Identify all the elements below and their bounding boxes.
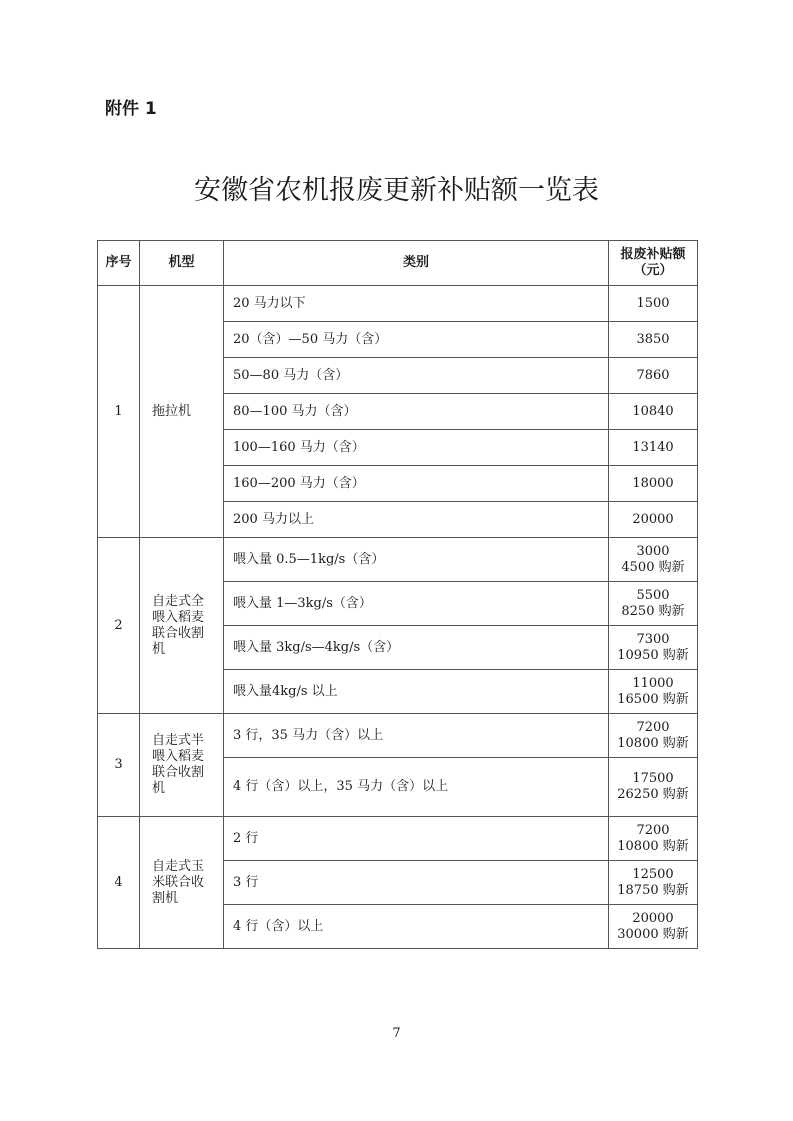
- amount-new-value: 18750 购新: [617, 882, 689, 898]
- table-header-row: [98, 241, 698, 286]
- page-title: 安徽省农机报废更新补贴额一览表: [194, 175, 599, 206]
- header-no: 序号: [98, 241, 140, 286]
- row-amount: [609, 582, 698, 626]
- row-category: 50—80 马力（含）: [224, 358, 609, 394]
- header-type: 机型: [140, 241, 224, 286]
- amount-new-value: 10800 购新: [617, 838, 689, 854]
- amount-value: 20000: [632, 511, 674, 527]
- row-category: 80—100 马力（含）: [224, 394, 609, 430]
- row-no: 2: [98, 538, 140, 714]
- amount-value: 7860: [636, 367, 670, 383]
- row-amount: [609, 538, 698, 582]
- amount-value: 3000: [636, 543, 670, 559]
- row-amount: [609, 714, 698, 758]
- row-category: 100—160 马力（含）: [224, 430, 609, 466]
- row-category: 喂入量 1—3kg/s（含）: [224, 582, 609, 626]
- row-category: 喂入量 3kg/s—4kg/s（含）: [224, 626, 609, 670]
- row-amount: [609, 322, 698, 358]
- amount-value: 7300: [636, 631, 670, 647]
- row-amount: [609, 394, 698, 430]
- row-amount: [609, 817, 698, 861]
- row-category: 喂入量 0.5—1kg/s（含）: [224, 538, 609, 582]
- header-amount-line1: 报废补贴额: [620, 247, 686, 262]
- row-type: 自走式全喂入稻麦联合收割机: [140, 538, 224, 714]
- row-no: 3: [98, 714, 140, 817]
- amount-value: 18000: [632, 475, 674, 491]
- amount-value: 1500: [636, 295, 670, 311]
- row-category: 4 行（含）以上: [224, 905, 609, 949]
- amount-value: 7200: [636, 719, 670, 735]
- row-amount: [609, 466, 698, 502]
- row-type: 自走式玉米联合收割机: [140, 817, 224, 949]
- amount-value: 3850: [636, 331, 670, 347]
- amount-value: 10840: [632, 403, 674, 419]
- row-amount: [609, 502, 698, 538]
- row-amount: [609, 670, 698, 714]
- amount-new-value: 4500 购新: [621, 559, 685, 575]
- table-row: [98, 538, 698, 582]
- amount-new-value: 16500 购新: [617, 691, 689, 707]
- row-category: 2 行: [224, 817, 609, 861]
- row-amount: [609, 905, 698, 949]
- amount-new-value: 26250 购新: [617, 787, 689, 802]
- amount-value: 12500: [632, 866, 674, 882]
- attachment-label: 附件 1: [105, 99, 157, 119]
- amount-value: 11000: [632, 675, 674, 691]
- row-amount: [609, 758, 698, 817]
- row-amount: [609, 626, 698, 670]
- row-amount: [609, 358, 698, 394]
- amount-value: 13140: [632, 439, 674, 455]
- table-row: [98, 817, 698, 861]
- row-category: 200 马力以上: [224, 502, 609, 538]
- amount-value: 7200: [636, 822, 670, 838]
- row-category: 喂入量4kg/s 以上: [224, 670, 609, 714]
- row-category: 160—200 马力（含）: [224, 466, 609, 502]
- amount-new-value: 8250 购新: [621, 603, 685, 619]
- row-no: 4: [98, 817, 140, 949]
- row-amount: [609, 861, 698, 905]
- row-category: 20（含）—50 马力（含）: [224, 322, 609, 358]
- subsidy-table: [97, 240, 698, 949]
- row-category: 4 行（含）以上，35 马力（含）以上: [224, 758, 609, 817]
- table-row: [98, 714, 698, 758]
- amount-value: 17500: [632, 771, 674, 786]
- row-amount: [609, 286, 698, 322]
- amount-new-value: 10800 购新: [617, 735, 689, 751]
- row-category: 20 马力以下: [224, 286, 609, 322]
- header-category: 类别: [224, 241, 609, 286]
- amount-new-value: 30000 购新: [617, 926, 689, 942]
- header-amount: [609, 241, 698, 286]
- page-number: 7: [392, 1026, 401, 1041]
- header-amount-line2: （元）: [633, 263, 673, 278]
- amount-new-value: 10950 购新: [617, 647, 689, 663]
- row-type: 拖拉机: [140, 286, 224, 538]
- row-category: 3 行: [224, 861, 609, 905]
- table-row: [98, 286, 698, 322]
- amount-value: 5500: [636, 587, 670, 603]
- row-category: 3 行，35 马力（含）以上: [224, 714, 609, 758]
- row-type: 自走式半喂入稻麦联合收割机: [140, 714, 224, 817]
- amount-value: 20000: [632, 910, 674, 926]
- row-amount: [609, 430, 698, 466]
- row-no: 1: [98, 286, 140, 538]
